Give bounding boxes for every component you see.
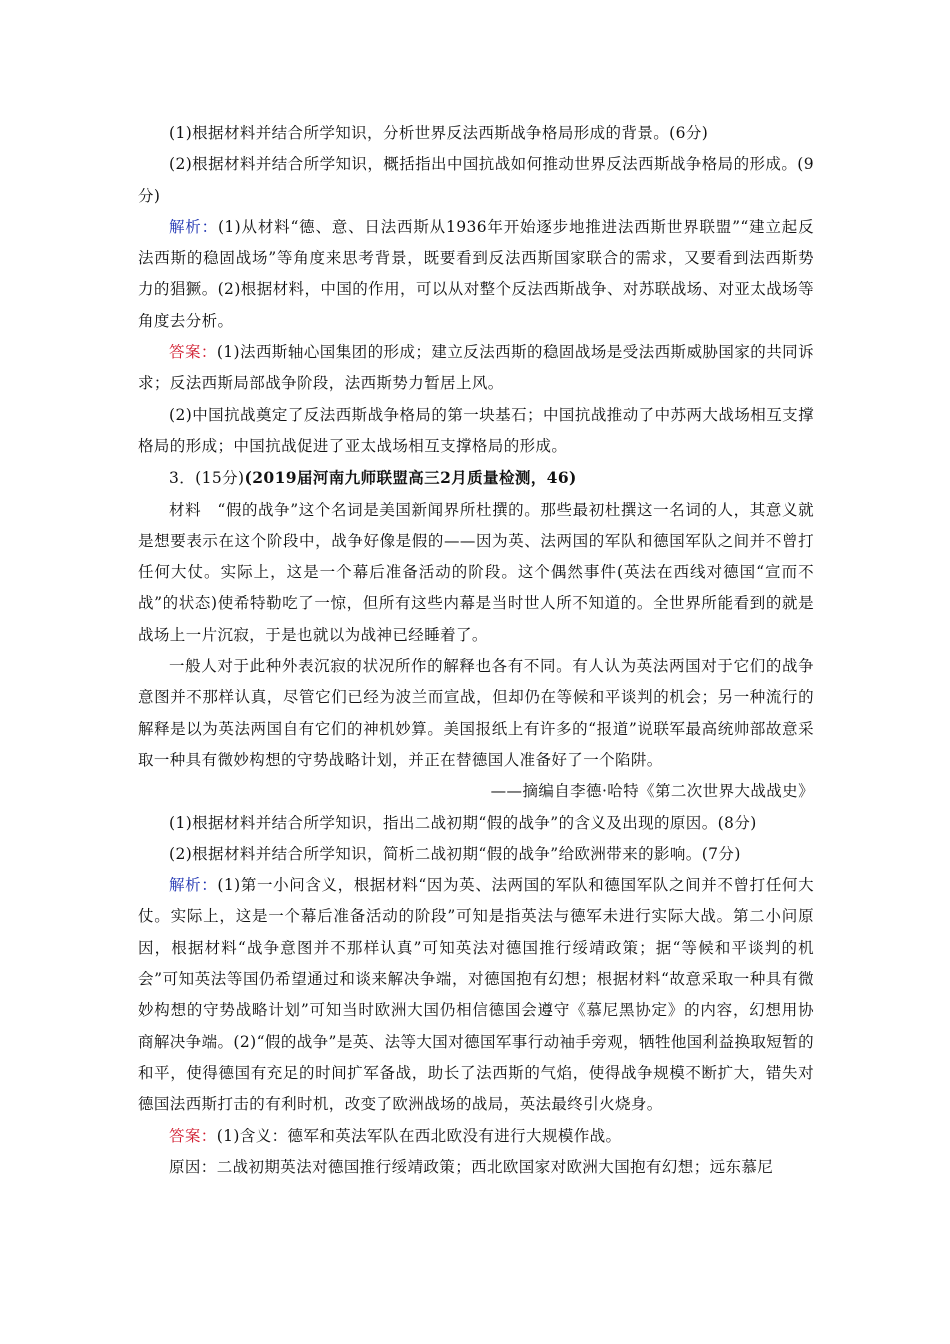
analysis-text: (1)从材料“德、意、日法西斯从1936年开始逐步地推进法西斯世界联盟”“建立起反法西斯的稳固战场”等角度来思考背景，既要看到反法西斯国家联合的需求，又要看到法西斯势力的猖獗。(2)根据材料，中国的作用，可以从对整个反法西斯战争、对苏联战场、对亚太战场等角度去分析。 [138, 217, 814, 330]
q3-score: (15分) [195, 469, 245, 488]
q3-material-1: 材料 “假的战争”这个名词是美国新闻界所杜撰的。那些最初杜撰这一名词的人，其意义就是想要表示在这个阶段中，战争好像是假的——因为英、法两国的军队和德国军队之间并不曾打任何大仗。实际上，这是一个幕后准备活动的阶段。这个偶然事件(英法在西线对德国“宣而不战”的状态)使希特勒吃了一惊，但所有这些内幕是当时世人所不知道的。全世界所能看到的就是战场上一片沉寂，于是也就以为战神已经睡着了。 [138, 500, 814, 644]
q3-citation: ——摘编自李德·哈特《第二次世界大战战史》 [490, 782, 814, 801]
analysis-label: 解析： [169, 876, 218, 895]
q3-subquestion-1: (1)根据材料并结合所学知识，指出二战初期“假的战争”的含义及出现的原因。(8分) [169, 813, 757, 832]
q2-subquestion-1: (1)根据材料并结合所学知识，分析世界反法西斯战争格局形成的背景。(6分) [169, 124, 709, 142]
q2-subquestion-2: (2)根据材料并结合所学知识，概括指出中国抗战如何推动世界反法西斯战争格局的形成。(9分) [138, 155, 814, 205]
q3-material-2: 一般人对于此种外表沉寂的状况所作的解释也各有不同。有人认为英法两国对于它们的战争意图并不那样认真，尽管它们已经为波兰而宣战，但却仍在等候和平谈判的机会；另一种流行的解释是以为英法两国自有它们的神机妙算。美国报纸上有许多的“报道”说联军最高统帅部故意采取一种具有微妙构想的守势战略计划，并正在替德国人准备好了一个陷阱。 [138, 657, 814, 769]
q2-answer-2: (2)中国抗战奠定了反法西斯战争格局的第一块基石；中国抗战推动了中苏两大战场相互支撑格局的形成；中国抗战促进了亚太战场相互支撑格局的形成。 [138, 405, 814, 455]
q3-subquestion-2: (2)根据材料并结合所学知识，简析二战初期“假的战争”给欧洲带来的影响。(7分) [169, 844, 741, 863]
analysis-label: 解析： [169, 217, 218, 236]
q3-answer-1 [138, 1121, 814, 1152]
q3-header [138, 462, 814, 494]
document-body [138, 118, 814, 1183]
q3-source: (2019届河南九师联盟高三2月质量检测，46) [244, 468, 577, 488]
q3-number: 3． [169, 469, 196, 488]
q3-answer-2: 原因：二战初期英法对德国推行绥靖政策；西北欧国家对欧洲大国抱有幻想；远东慕尼 [169, 1157, 774, 1176]
q2-answer-1 [138, 337, 814, 400]
q2-analysis [138, 212, 814, 337]
analysis-text: (1)第一小问含义，根据材料“因为英、法两国的军队和德国军队之间并不曾打任何大仗。实际上，这是一个幕后准备活动的阶段”可知是指英法与德军未进行实际大战。第二小问原因，根据材料“战争意图并不那样认真”可知英法对德国推行绥靖政策；据“等候和平谈判的机会”可知英法等国仍希望通过和谈来解决争端，对德国抱有幻想；根据材料“故意采取一种具有微妙构想的守势战略计划”可知当时欧洲大国仍相信德国会遵守《慕尼黑协定》的内容，幻想用协商解决争端。(2)“假的战争”是英、法等大国对德国军事行动袖手旁观，牺牲他国利益换取短暂的和平，使得德国有充足的时间扩军备战，助长了法西斯的气焰，使得战争规模不断扩大，错失对德国法西斯打击的有利时机，改变了欧洲战场的战局，英法最终引火烧身。 [138, 876, 815, 1114]
answer-label: 答案： [169, 1126, 217, 1145]
answer-text: (1)含义：德军和英法军队在西北欧没有进行大规模作战。 [216, 1126, 622, 1145]
answer-label: 答案： [169, 343, 217, 362]
answer-text: (1)法西斯轴心国集团的形成；建立反法西斯的稳固战场是受法西斯威胁国家的共同诉求；反法西斯局部战争阶段，法西斯势力暂居上风。 [138, 343, 815, 393]
q3-analysis [138, 870, 814, 1120]
